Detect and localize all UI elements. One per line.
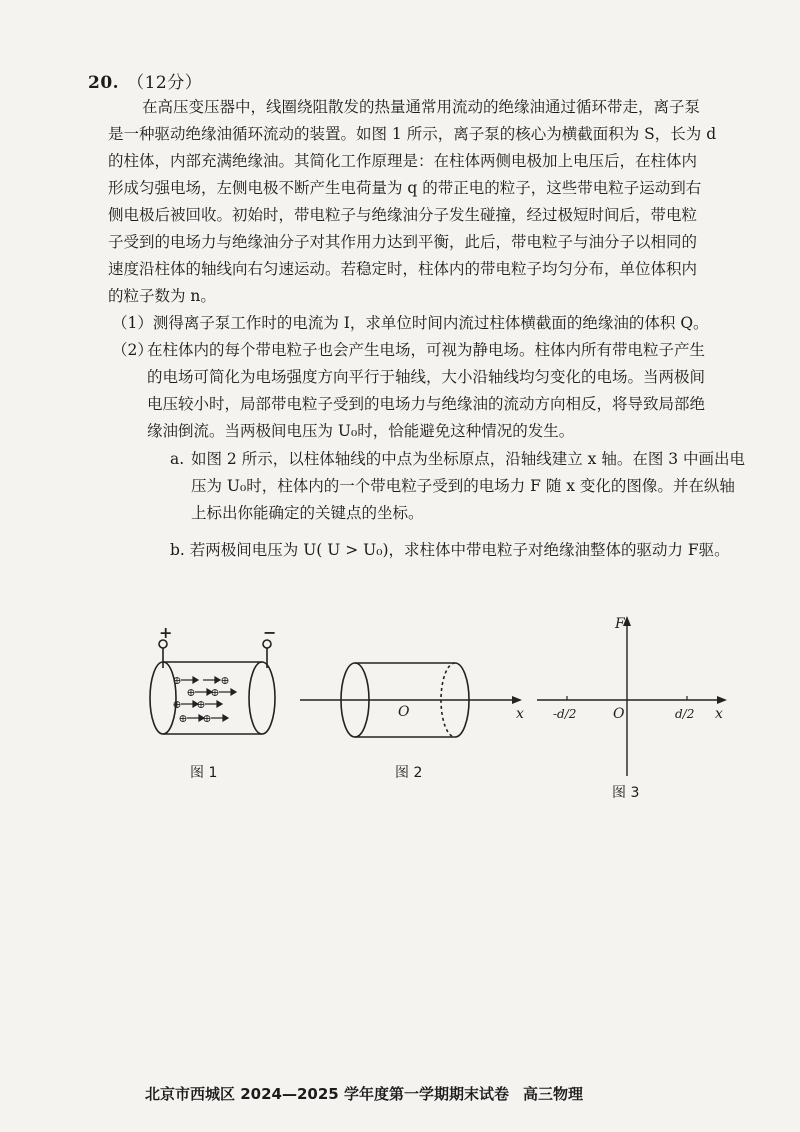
plus-sign: +	[159, 628, 173, 642]
figure-3-caption: 图 3	[612, 785, 640, 801]
fig3-left-tick-label: -d/2	[553, 707, 577, 721]
figure-2-diagram	[298, 650, 530, 750]
fig2-origin-label: O	[398, 704, 410, 720]
question-header	[88, 68, 202, 93]
fig3-x-label: x	[715, 706, 723, 722]
part2-line: 电压较小时，局部带电粒子受到的电场力与绝缘油的流动方向相反，将导致局部绝	[147, 395, 706, 413]
intro-line: 的粒子数为 n。	[108, 287, 216, 305]
intro-line: 的柱体，内部充满绝缘油。其简化工作原理是：在柱体两侧电极加上电压后，在柱体内	[108, 152, 698, 170]
figure-2-caption: 图 2	[395, 765, 423, 781]
intro-line: 速度沿柱体的轴线向右匀速运动。若稳定时，柱体内的带电粒子均匀分布，单位体积内	[108, 260, 698, 278]
fig3-x-arrow	[717, 696, 727, 704]
figure-1-caption: 图 1	[190, 765, 218, 781]
fig2-x-arrow	[512, 696, 522, 704]
sub-b-text: 若两极间电压为 U( U > U₀)，求柱体中带电粒子对绝缘油整体的驱动力 F驱。	[189, 541, 730, 559]
particle: ⊕	[178, 712, 188, 725]
footer-school: 北京市西城区 2024—2025 学年度第一学期期末试卷	[145, 1085, 509, 1103]
page-footer	[145, 1083, 597, 1104]
sub-a-line: 如图 2 所示，以柱体轴线的中点为坐标原点，沿轴线建立 x 轴。在图 3 中画出电	[191, 450, 746, 468]
part2-paragraph	[147, 337, 747, 445]
particle: ⊕	[172, 674, 182, 687]
sub-b	[170, 537, 730, 564]
intro-line: 子受到的电场力与绝缘油分子对其作用力达到平衡，此后，带电粒子与油分子以相同的	[108, 233, 698, 251]
question-number: 20.	[88, 73, 120, 93]
footer-subject: 高三物理	[522, 1085, 583, 1103]
particle: ⊕	[186, 686, 196, 699]
intro-line: 形成匀强电场，左侧电极不断产生电荷量为 q 的带正电的粒子，这些带电粒子运动到右	[108, 179, 702, 197]
figure-3-chart	[535, 612, 735, 780]
part2-line: 缘油倒流。当两极间电压为 U₀时，恰能避免这种情况的发生。	[147, 422, 575, 440]
sub-a-label: a.	[170, 450, 185, 468]
particle: ⊕	[202, 712, 212, 725]
sub-a-paragraph	[191, 446, 751, 527]
sub-a-line: 压为 U₀时，柱体内的一个带电粒子受到的电场力 F 随 x 变化的图像。并在纵轴	[191, 477, 735, 495]
intro-line: 是一种驱动绝缘油循环流动的装置。如图 1 所示，离子泵的核心为横截面积为 S，长为 d	[108, 125, 717, 143]
fig2-x-label: x	[516, 706, 524, 722]
part1-label: （1）	[112, 314, 153, 332]
particle: ⊕	[220, 674, 230, 687]
part1-text: 测得离子泵工作时的电流为 I，求单位时间内流过柱体横截面的绝缘油的体积 Q。	[152, 314, 709, 332]
intro-paragraph	[108, 94, 748, 310]
particle: ⊕	[172, 698, 182, 711]
particle: ⊕	[210, 686, 220, 699]
part2-label: （2）	[112, 341, 153, 359]
part1	[112, 310, 709, 337]
sub-b-label: b.	[170, 541, 185, 559]
figure-1-diagram	[135, 628, 285, 758]
fig3-origin-label: O	[613, 706, 625, 722]
minus-sign: −	[263, 628, 277, 642]
sub-a-line: 上标出你能确定的关键点的坐标。	[191, 504, 424, 522]
right-end-ellipse	[249, 662, 275, 734]
intro-line: 在高压变压器中，线圈绕阻散发的热量通常用流动的绝缘油通过循环带走，离子泵	[142, 98, 701, 116]
part2-line: 在柱体内的每个带电粒子也会产生电场，可视为静电场。柱体内所有带电粒子产生	[147, 341, 706, 359]
intro-line: 侧电极后被回收。初始时，带电粒子与绝缘油分子发生碰撞，经过极短时间后，带电粒	[108, 206, 698, 224]
fig3-f-label: F	[615, 616, 625, 632]
particle: ⊕	[196, 698, 206, 711]
question-score: （12分）	[127, 73, 203, 93]
part2-line: 的电场可简化为电场强度方向平行于轴线，大小沿轴线均匀变化的电场。当两极间	[147, 368, 706, 386]
fig3-right-tick-label: d/2	[675, 707, 695, 721]
